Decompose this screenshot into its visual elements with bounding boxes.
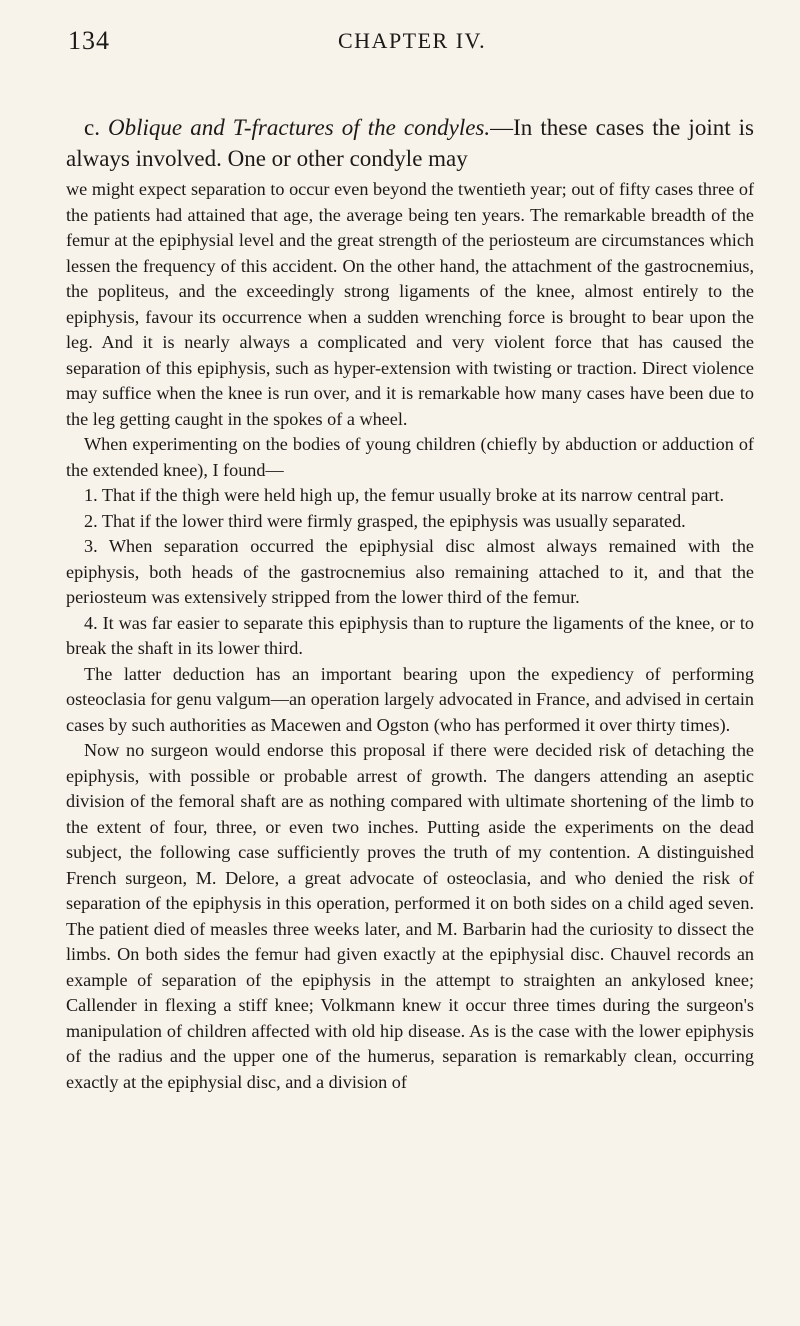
paragraph-continuation: we might expect separation to occur even beyond the twentieth year; out of fifty cases three of the patients had attained that age, the average being ten years. The remarkable breadth of the femur at the epiphysial level and the great strength of the periosteum are circumstances which lessen the frequency of this accident. On the other hand, the attachment of the gastrocnemius, the popliteus, and the exceedingly strong ligaments of the knee, almost entirely to the epiphysis, favour its occurrence when a sudden wrenching force is brought to bear upon the leg. And it is nearly always a complicated and very violent force that has caused the separation of this epiphysis, such as hyper-extension with twisting or traction. Direct violence may suffice when the knee is run over, and it is remarkable how many cases have been due to the leg getting caught in the spokes of a wheel. [66,179,754,429]
paragraph-case: Now no surgeon would endorse this proposal if there were decided risk of detaching the epiphysis, with possible or probable arrest of growth. The dangers attending an aseptic division of the femoral shaft are as nothing compared with ultimate shortening of the limb to the extent of four, three, or even two inches. Putting aside the experiments on the dead subject, the following case sufficiently proves the truth of my contention. A distinguished French surgeon, M. Delore, a great advocate of osteoclasia, and who denied the risk of separation of the epiphysis in this operation, performed it on both sides on a child aged seven. The patient died of measles three weeks later, and M. Barbarin had the curiosity to dissect the limbs. On both sides the femur had given exactly at the epiphysial disc. Chauvel records an example of separation of the epiphysis in the attempt to straighten an ankylosed knee; Callender in flexing a stiff knee; Volkmann knew it occur three times during the surgeon's manipulation of children affected with old hip disease. As is the case with the lower epiphysis of the radius and the upper one of the humerus, separation is remarkably clean, occurring exactly at the epiphysial disc, and a division of [66,740,754,1092]
running-head [66,26,754,62]
section-title: Oblique and T-fractures of the condyles. [108,115,491,140]
section-lead-text: —In these cases the joint is always involved. One or other condyle may [66,115,755,171]
book-page [66,26,754,1095]
paragraph-deduction: The latter deduction has an important bearing upon the expediency of performing osteoclasia for genu valgum—an operation largely advocated in France, and advised in certain cases by such authorities as Macewen and Ogston (who has performed it over thirty times). [66,663,754,735]
finding-item-4: 4. It was far easier to separate this epiphysis than to rupture the ligaments of the knee, or to break the shaft in its lower third. [66,612,754,658]
finding-item-2: 2. That if the lower third were firmly grasped, the epiphysis was usually separated. [84,510,686,531]
finding-item-3: 3. When separation occurred the epiphysial disc almost always remained with the epiphysis, both heads of the gastrocnemius also remaining attached to it, and that the periosteum was extensively stripped from the lower third of the femur. [66,536,754,607]
section-label: c. [84,115,100,140]
chapter-title: CHAPTER IV. [338,28,487,53]
paragraph-experiments: When experimenting on the bodies of young children (chiefly by abduction or adduction of the extended knee), I found— [66,434,754,480]
page-number: 134 [68,26,110,55]
section-heading [66,112,754,174]
finding-item-1: 1. That if the thigh were held high up, the femur usually broke at its narrow central part. [84,485,725,505]
